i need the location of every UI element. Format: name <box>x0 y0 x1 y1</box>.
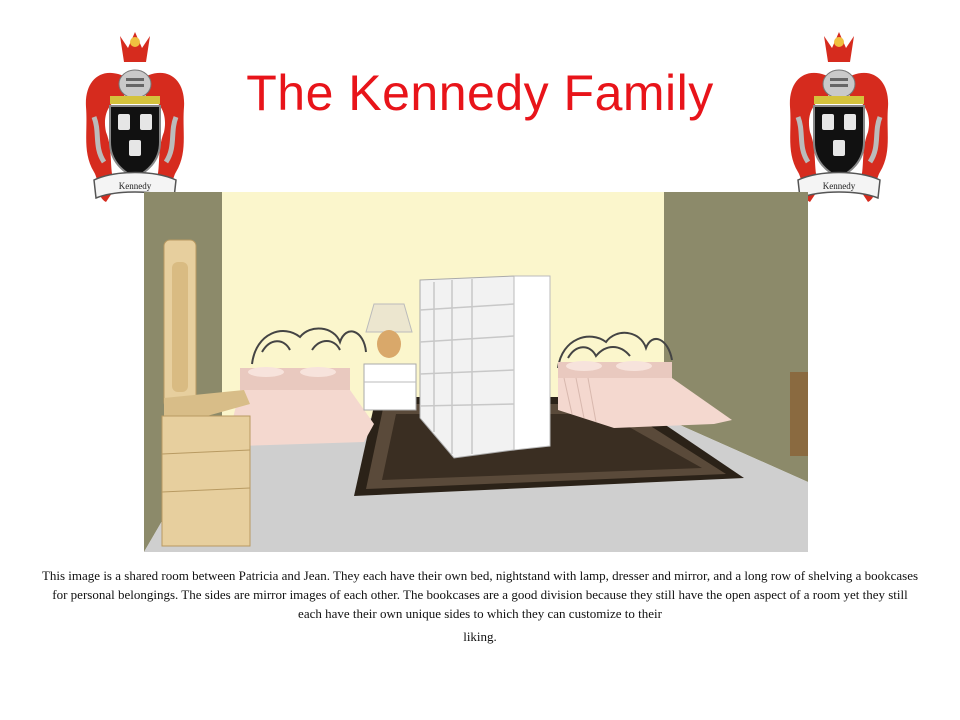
crest-torse <box>110 96 160 104</box>
coat-of-arms-right <box>780 22 898 212</box>
crest-helmet <box>823 32 855 98</box>
bedroom-rendering <box>144 192 808 552</box>
crest-motto-text: Kennedy <box>822 181 856 191</box>
coat-of-arms-left <box>76 22 194 212</box>
caption-text-end: liking. <box>463 629 497 644</box>
right-dresser <box>790 372 808 456</box>
crest-motto-text: Kennedy <box>118 181 152 191</box>
crest-torse <box>814 96 864 104</box>
caption-text: This image is a shared room between Patricia and Jean. They each have their own bed, nightstand with lamp, dresser and mirror, and a long row of shelving a bookcases for personal belongings. The sides are mirror images of each other. The bookcases are a good division because they still have the open aspect of a room yet they still each have their own unique sides to which they can customize to their <box>41 568 919 621</box>
slide-title: The Kennedy Family <box>246 65 714 121</box>
bookcase-divider <box>420 276 550 458</box>
crest-helmet <box>119 32 151 98</box>
slide-caption <box>40 566 920 646</box>
